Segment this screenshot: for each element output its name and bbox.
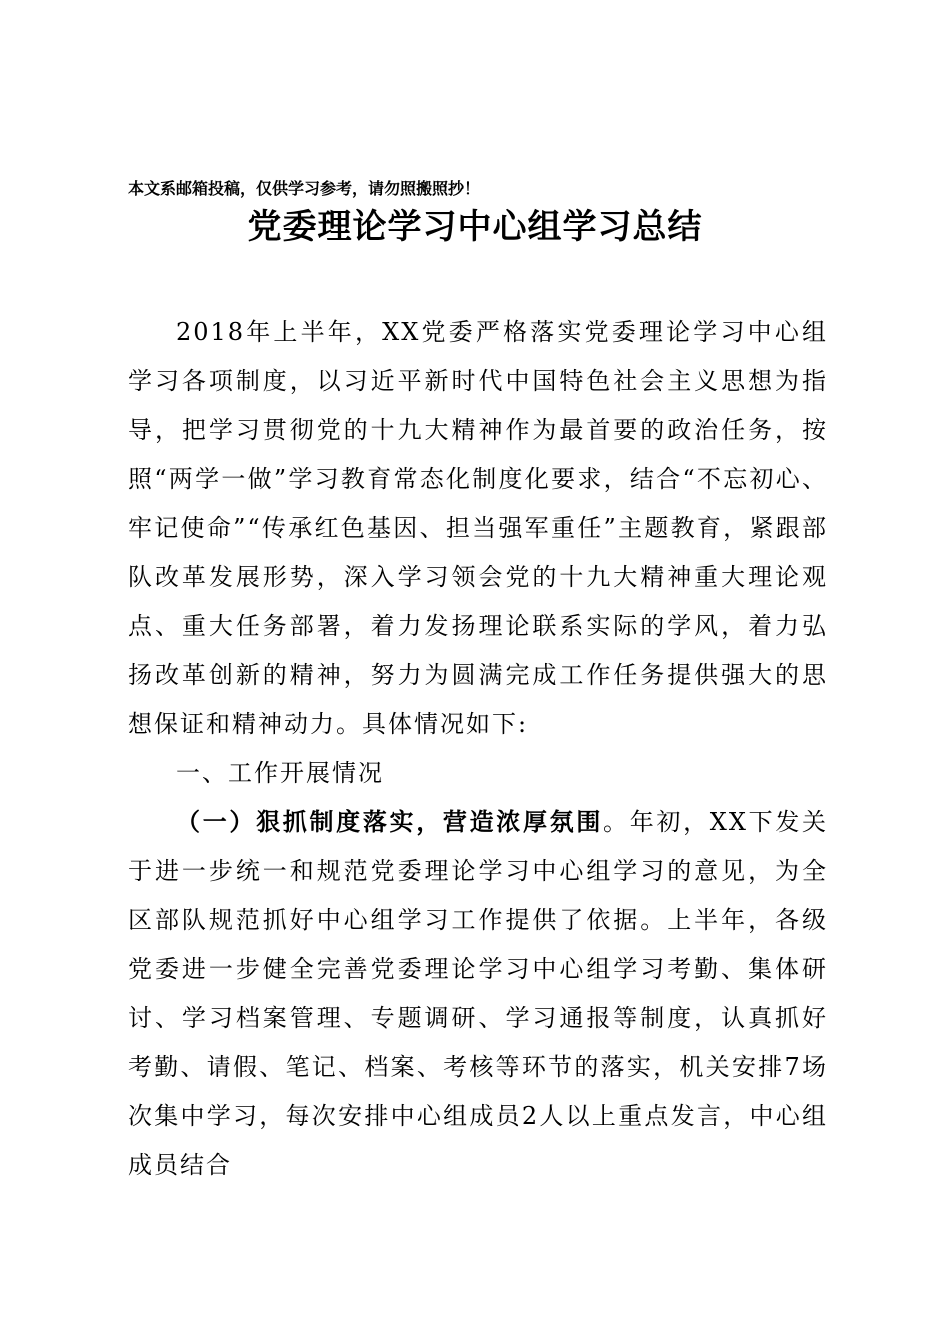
document-body xyxy=(128,308,828,1190)
subsection-text: 。年初，XX下发关于进一步统一和规范党委理论学习中心组学习的意见，为全区部队规范抓好中心组学习工作提供了依据。上半年，各级党委进一步健全完善党委理论学习中心组学习考勤、集体研讨、学习档案管理、专题调研、学习通报等制度，认真抓好考勤、请假、笔记、档案、考核等环节的落实，机关安排7场次集中学习，每次安排中心组成员2人以上重点发言，中心组成员结合 xyxy=(128,808,829,1179)
subsection-paragraph xyxy=(128,798,828,1190)
section-heading: 一、工作开展情况 xyxy=(176,759,384,787)
subsection-heading: （一）狠抓制度落实，营造浓厚氛围 xyxy=(176,808,604,836)
submission-note: 本文系邮箱投稿，仅供学习参考，请勿照搬照抄！ xyxy=(128,179,481,198)
intro-paragraph: 2018年上半年，XX党委严格落实党委理论学习中心组学习各项制度，以习近平新时代中国特色社会主义思想为指导，把学习贯彻党的十九大精神作为最首要的政治任务，按照“两学一做”学习教育常态化制度化要求，结合“不忘初心、牢记使命”“传承红色基因、担当强军重任”主题教育，紧跟部队改革发展形势，深入学习领会党的十九大精神重大理论观点、重大任务部署，着力发扬理论联系实际的学风，着力弘扬改革创新的精神，努力为圆满完成工作任务提供强大的思想保证和精神动力。具体情况如下: xyxy=(128,318,828,738)
page-title: 党委理论学习中心组学习总结 xyxy=(247,207,703,247)
